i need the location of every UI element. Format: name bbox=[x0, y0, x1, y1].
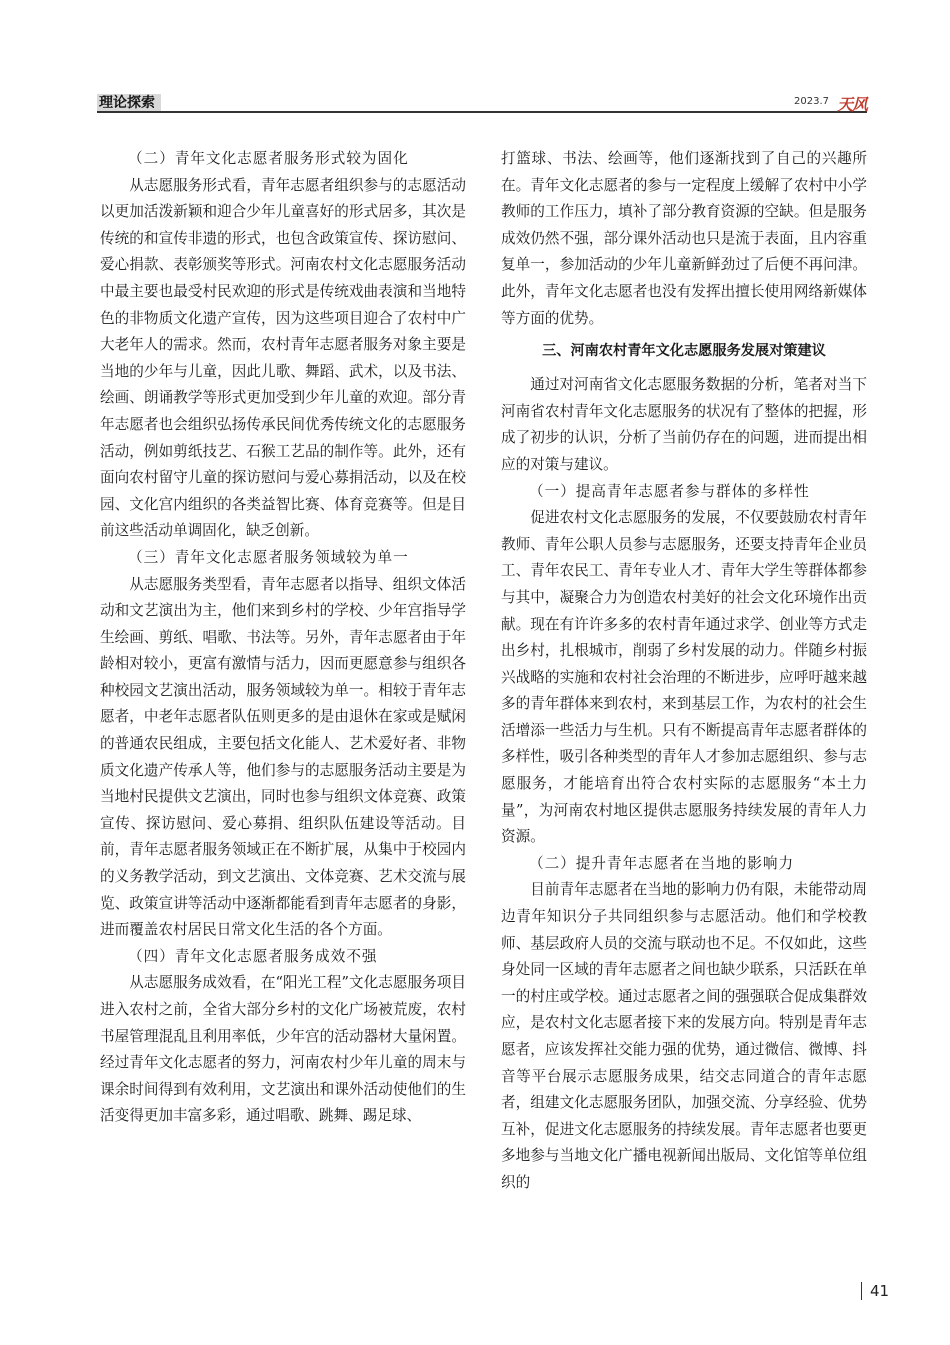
running-header bbox=[97, 94, 867, 114]
body-paragraph: 通过对河南省文化志愿服务数据的分析，笔者对当下河南省农村青年文化志愿服务的状况有了整体的把握，形成了初步的认识，分析了当前仍存在的问题，进而提出相应的对策与建议。 bbox=[501, 376, 867, 473]
body-paragraph-continued: 打篮球、书法、绘画等，他们逐渐找到了自己的兴趣所在。青年文化志愿者的参与一定程度上缓解了农村中小学教师的工作压力，填补了部分教育资源的空缺。但是服务成效仍然不强，部分课外活动也只是流于表面，且内容重复单一，参加活动的少年儿童新鲜劲过了后便不再问津。此外，青年文化志愿者也没有发挥出擅长使用网络新媒体等方面的优势。 bbox=[501, 150, 867, 327]
body-paragraph: 目前青年志愿者在当地的影响力仍有限，未能带动周边青年知识分子共同组织参与志愿活动。他们和学校教师、基层政府人员的交流与联动也不足。不仅如此，这些身处同一区域的青年志愿者之间也缺少联系，只活跃在单一的村庄或学校。通过志愿者之间的强强联合促成集群效应，是农村文化志愿者接下来的发展方向。特别是青年志愿者，应该发挥社交能力强的优势，通过微信、微博、抖音等平台展示志愿服务成果，结交志同道合的青年志愿者，组建文化志愿服务团队，加强交流、分享经验、优势互补，促进文化志愿服务的持续发展。青年志愿者也要更多地参与当地文化广播电视新闻出版局、文化馆等单位组织的 bbox=[501, 881, 867, 1191]
section-label: 理论探索 bbox=[97, 94, 161, 112]
body-paragraph: 促进农村文化志愿服务的发展，不仅要鼓励农村青年教师、青年公职人员参与志愿服务，还要支持青年企业员工、青年农民工、青年专业人才、青年大学生等群体都参与其中，凝聚合力为创造农村美好的社会文化环境作出贡献。现在有许许多多的农村青年通过求学、创业等方式走出乡村，扎根城市，削弱了乡村发展的动力。伴随乡村振兴战略的实施和农村社会治理的不断进步，应呼吁越来越多的青年群体来到农村，来到基层工作，为农村的社会生活增添一些活力与生机。只有不断提高青年志愿者群体的多样性，吸引各种类型的青年人才参加志愿组织、参与志愿服务，才能培育出符合农村实际的志愿服务“本土力量”，为河南农村地区提供志愿服务持续发展的青年人力资源。 bbox=[501, 509, 867, 846]
right-column bbox=[501, 146, 867, 1197]
body-paragraph: 从志愿服务形式看，青年志愿者组织参与的志愿活动以更加活泼新颖和迎合少年儿童喜好的形式居多，其次是传统的和宣传非遗的形式，也包含政策宣传、探访慰问、爱心捐款、表彰颁奖等形式。河南农村文化志愿服务活动中最主要也最受村民欢迎的形式是传统戏曲表演和当地特色的非物质文化遗产宣传，因为这些项目迎合了农村中广大老年人的需求。然而，农村青年志愿者服务对象主要是当地的少年与儿童，因此儿歌、舞蹈、武术，以及书法、绘画、朗诵教学等形式更加受到少年儿童的欢迎。部分青年志愿者也会组织弘扬传承民间优秀传统文化的志愿服务活动，例如剪纸技艺、石猴工艺品的制作等。此外，还有面向农村留守儿童的探访慰问与爱心募捐活动，以及在校园、文化宫内组织的各类益智比赛、体育竞赛等。但是目前这些活动单调固化，缺乏创新。 bbox=[100, 176, 466, 540]
subsection-heading: （二）提升青年志愿者在当地的影响力 bbox=[529, 854, 795, 872]
body-paragraph: 从志愿服务成效看，在“阳光工程”文化志愿服务项目进入农村之前，全省大部分乡村的文化广场被荒废，农村书屋管理混乱且利用率低，少年宫的活动器材大量闲置。经过青年文化志愿者的努力，河南农村少年儿童的周末与课余时间得到有效利用，文艺演出和课外活动使他们的生活变得更加丰富多彩，通过唱歌、跳舞、踢足球、 bbox=[100, 974, 466, 1125]
subsection-heading: （三）青年文化志愿者服务领域较为单一 bbox=[128, 548, 409, 566]
issue-date: 2023.7 bbox=[794, 96, 829, 107]
subsection-heading: （四）青年文化志愿者服务成效不强 bbox=[128, 947, 378, 965]
body-paragraph: 从志愿服务类型看，青年志愿者以指导、组织文体活动和文艺演出为主，他们来到乡村的学校、少年宫指导学生绘画、剪纸、唱歌、书法等。另外，青年志愿者由于年龄相对较小，更富有激情与活力，因而更愿意参与组织各种校园文艺演出活动，服务领域较为单一。相较于青年志愿者，中老年志愿者队伍则更多的是由退休在家或是赋闲的普通农民组成，主要包括文化能人、艺术爱好者、非物质文化遗产传承人等，他们参与的志愿服务活动主要是为当地村民提供文艺演出，同时也参与组织文体竞赛、政策宣传、探访慰问、爱心募捐、组织队伍建设等活动。目前，青年志愿者服务领域正在不断扩展，从集中于校园内的义务教学活动，到文艺演出、文体竞赛、艺术交流与展览、政策宣讲等活动中逐渐都能看到青年志愿者的身影，进而覆盖农村居民日常文化生活的各个方面。 bbox=[100, 575, 466, 939]
subsection-heading: （二）青年文化志愿者服务形式较为固化 bbox=[128, 150, 409, 167]
header-rule bbox=[97, 111, 867, 113]
journal-logo: 天风 bbox=[836, 95, 867, 114]
page-number: 41 bbox=[861, 1282, 889, 1300]
section-title: 三、河南农村青年文化志愿服务发展对策建议 bbox=[542, 343, 826, 360]
left-column bbox=[100, 146, 466, 1130]
subsection-heading: （一）提高青年志愿者参与群体的多样性 bbox=[529, 482, 810, 500]
